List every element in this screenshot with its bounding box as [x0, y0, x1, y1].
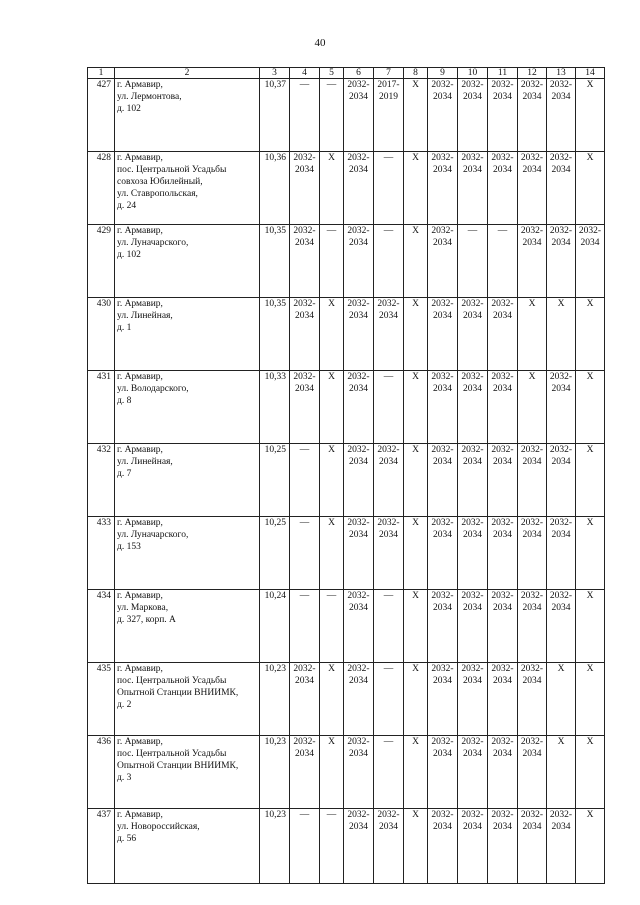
period-cell: 2032- 2034	[290, 663, 320, 736]
period-cell: 2032- 2034	[428, 371, 458, 444]
address-cell: г. Армавир, ул. Новороссийская, д. 56	[115, 809, 260, 884]
address-cell: г. Армавир, пос. Центральной Усадьбы Опытной Станции ВНИИМК, д. 3	[115, 736, 260, 809]
column-number-header: 9	[428, 68, 458, 79]
address-cell: г. Армавир, ул. Линейная, д. 7	[115, 444, 260, 517]
period-cell: 2032- 2034	[518, 809, 547, 884]
period-cell: X	[404, 152, 428, 225]
period-cell: X	[547, 298, 576, 371]
period-cell: X	[576, 590, 605, 663]
period-cell: 2032- 2034	[344, 298, 374, 371]
period-cell: 2032- 2034	[344, 371, 374, 444]
period-cell: —	[374, 736, 404, 809]
period-cell: 2032- 2034	[458, 79, 488, 152]
value-cell: 10,35	[260, 225, 290, 298]
column-number-header: 14	[576, 68, 605, 79]
period-cell: —	[458, 225, 488, 298]
period-cell: 2032- 2034	[458, 663, 488, 736]
table-row	[88, 152, 605, 225]
period-cell: 2032- 2034	[428, 517, 458, 590]
period-cell: X	[576, 517, 605, 590]
period-cell: X	[576, 663, 605, 736]
period-cell: 2032- 2034	[488, 590, 518, 663]
period-cell: 2032- 2034	[518, 225, 547, 298]
period-cell: 2032- 2034	[547, 517, 576, 590]
address-cell: г. Армавир, ул. Линейная, д. 1	[115, 298, 260, 371]
value-cell: 10,25	[260, 444, 290, 517]
period-cell: 2032- 2034	[374, 298, 404, 371]
row-number-cell: 432	[88, 444, 115, 517]
period-cell: 2032- 2034	[428, 152, 458, 225]
period-cell: 2032- 2034	[488, 79, 518, 152]
period-cell: 2032- 2034	[488, 371, 518, 444]
period-cell: 2032- 2034	[374, 517, 404, 590]
period-cell: 2032- 2034	[488, 152, 518, 225]
period-cell: X	[576, 79, 605, 152]
table-row	[88, 79, 605, 152]
period-cell: X	[404, 371, 428, 444]
period-cell: 2032- 2034	[488, 809, 518, 884]
row-number-cell: 437	[88, 809, 115, 884]
table-row	[88, 590, 605, 663]
table-body	[88, 79, 605, 884]
table-row	[88, 298, 605, 371]
period-cell: X	[320, 736, 344, 809]
value-cell: 10,23	[260, 663, 290, 736]
period-cell: 2032- 2034	[518, 444, 547, 517]
table-row	[88, 736, 605, 809]
period-cell: —	[374, 590, 404, 663]
column-number-header: 8	[404, 68, 428, 79]
row-number-cell: 434	[88, 590, 115, 663]
table-row	[88, 517, 605, 590]
period-cell: 2032- 2034	[344, 590, 374, 663]
value-cell: 10,23	[260, 736, 290, 809]
period-cell: —	[320, 590, 344, 663]
period-cell: —	[488, 225, 518, 298]
period-cell: X	[404, 809, 428, 884]
period-cell: 2032- 2034	[344, 152, 374, 225]
period-cell: X	[404, 298, 428, 371]
value-cell: 10,25	[260, 517, 290, 590]
period-cell: —	[290, 79, 320, 152]
row-number-cell: 436	[88, 736, 115, 809]
table-row	[88, 225, 605, 298]
table-row	[88, 809, 605, 884]
period-cell: 2032- 2034	[428, 225, 458, 298]
period-cell: —	[320, 225, 344, 298]
period-cell: 2032- 2034	[518, 517, 547, 590]
period-cell: 2032- 2034	[428, 809, 458, 884]
value-cell: 10,23	[260, 809, 290, 884]
period-cell: 2032- 2034	[518, 152, 547, 225]
period-cell: 2032- 2034	[428, 736, 458, 809]
period-cell: X	[320, 298, 344, 371]
period-cell: 2032- 2034	[547, 152, 576, 225]
row-number-cell: 427	[88, 79, 115, 152]
value-cell: 10,33	[260, 371, 290, 444]
value-cell: 10,24	[260, 590, 290, 663]
period-cell: 2032- 2034	[547, 225, 576, 298]
address-cell: г. Армавир, пос. Центральной Усадьбы Опытной Станции ВНИИМК, д. 2	[115, 663, 260, 736]
period-cell: 2032- 2034	[547, 809, 576, 884]
period-cell: 2032- 2034	[458, 517, 488, 590]
period-cell: X	[518, 371, 547, 444]
address-cell: г. Армавир, ул. Луначарского, д. 102	[115, 225, 260, 298]
period-cell: 2032- 2034	[428, 298, 458, 371]
period-cell: 2032- 2034	[344, 225, 374, 298]
period-cell: X	[320, 152, 344, 225]
period-cell: 2032- 2034	[344, 79, 374, 152]
column-number-header: 12	[518, 68, 547, 79]
period-cell: 2032- 2034	[488, 736, 518, 809]
period-cell: X	[404, 79, 428, 152]
period-cell: 2032- 2034	[458, 736, 488, 809]
period-cell: X	[320, 663, 344, 736]
column-number-header: 4	[290, 68, 320, 79]
address-cell: г. Армавир, ул. Володарского, д. 8	[115, 371, 260, 444]
period-cell: 2032- 2034	[428, 444, 458, 517]
row-number-cell: 431	[88, 371, 115, 444]
period-cell: 2032- 2034	[374, 444, 404, 517]
period-cell: X	[576, 736, 605, 809]
period-cell: X	[576, 444, 605, 517]
period-cell: X	[547, 663, 576, 736]
period-cell: X	[404, 663, 428, 736]
period-cell: 2032- 2034	[458, 809, 488, 884]
period-cell: X	[404, 590, 428, 663]
value-cell: 10,35	[260, 298, 290, 371]
page-number: 40	[314, 37, 326, 49]
column-number-header: 11	[488, 68, 518, 79]
table-row	[88, 444, 605, 517]
period-cell: 2032- 2034	[290, 298, 320, 371]
period-cell: X	[576, 152, 605, 225]
column-number-header: 1	[88, 68, 115, 79]
period-cell: —	[374, 663, 404, 736]
schedule-table	[87, 67, 605, 884]
address-cell: г. Армавир, ул. Лермонтова, д. 102	[115, 79, 260, 152]
period-cell: 2032- 2034	[547, 79, 576, 152]
period-cell: 2032- 2034	[488, 517, 518, 590]
period-cell: 2032- 2034	[458, 444, 488, 517]
column-number-row	[88, 68, 605, 79]
period-cell: —	[290, 517, 320, 590]
address-cell: г. Армавир, пос. Центральной Усадьбы совхоза Юбилейный, ул. Ставропольская, д. 24	[115, 152, 260, 225]
column-number-header: 7	[374, 68, 404, 79]
row-number-cell: 430	[88, 298, 115, 371]
period-cell: 2032- 2034	[290, 152, 320, 225]
period-cell: 2032- 2034	[547, 590, 576, 663]
period-cell: 2032- 2034	[290, 736, 320, 809]
period-cell: 2032- 2034	[290, 371, 320, 444]
value-cell: 10,37	[260, 79, 290, 152]
period-cell: 2032- 2034	[518, 79, 547, 152]
period-cell: 2032- 2034	[344, 444, 374, 517]
column-number-header: 5	[320, 68, 344, 79]
period-cell: 2032- 2034	[488, 298, 518, 371]
period-cell: 2032- 2034	[344, 663, 374, 736]
period-cell: X	[404, 225, 428, 298]
period-cell: X	[518, 298, 547, 371]
period-cell: 2032- 2034	[518, 663, 547, 736]
period-cell: 2032- 2034	[374, 809, 404, 884]
column-number-header: 3	[260, 68, 290, 79]
period-cell: 2032- 2034	[458, 590, 488, 663]
address-cell: г. Армавир, ул. Луначарского, д. 153	[115, 517, 260, 590]
period-cell: 2032- 2034	[458, 152, 488, 225]
period-cell: X	[576, 298, 605, 371]
period-cell: —	[290, 444, 320, 517]
row-number-cell: 429	[88, 225, 115, 298]
period-cell: X	[547, 736, 576, 809]
period-cell: X	[576, 809, 605, 884]
period-cell: 2032- 2034	[458, 371, 488, 444]
row-number-cell: 428	[88, 152, 115, 225]
value-cell: 10,36	[260, 152, 290, 225]
address-cell: г. Армавир, ул. Маркова, д. 327, корп. А	[115, 590, 260, 663]
period-cell: —	[374, 371, 404, 444]
period-cell: 2032- 2034	[428, 79, 458, 152]
period-cell: 2032- 2034	[547, 444, 576, 517]
period-cell: —	[290, 590, 320, 663]
period-cell: X	[320, 371, 344, 444]
period-cell: X	[320, 444, 344, 517]
period-cell: —	[290, 809, 320, 884]
period-cell: X	[320, 517, 344, 590]
period-cell: 2032- 2034	[576, 225, 605, 298]
table-row	[88, 663, 605, 736]
row-number-cell: 433	[88, 517, 115, 590]
period-cell: —	[320, 809, 344, 884]
row-number-cell: 435	[88, 663, 115, 736]
column-number-header: 10	[458, 68, 488, 79]
period-cell: 2032- 2034	[428, 663, 458, 736]
period-cell: 2032- 2034	[344, 809, 374, 884]
period-cell: 2032- 2034	[458, 298, 488, 371]
period-cell: —	[374, 225, 404, 298]
period-cell: 2032- 2034	[488, 444, 518, 517]
period-cell: 2032- 2034	[344, 736, 374, 809]
period-cell: 2032- 2034	[344, 517, 374, 590]
period-cell: 2032- 2034	[290, 225, 320, 298]
column-number-header: 13	[547, 68, 576, 79]
period-cell: 2032- 2034	[518, 736, 547, 809]
period-cell: X	[404, 736, 428, 809]
column-number-header: 6	[344, 68, 374, 79]
table-row	[88, 371, 605, 444]
period-cell: X	[404, 517, 428, 590]
period-cell: 2032- 2034	[488, 663, 518, 736]
period-cell: 2032- 2034	[518, 590, 547, 663]
column-number-header: 2	[115, 68, 260, 79]
period-cell: 2017- 2019	[374, 79, 404, 152]
period-cell: 2032- 2034	[428, 590, 458, 663]
period-cell: X	[576, 371, 605, 444]
period-cell: —	[374, 152, 404, 225]
period-cell: X	[404, 444, 428, 517]
period-cell: 2032- 2034	[547, 371, 576, 444]
period-cell: —	[320, 79, 344, 152]
